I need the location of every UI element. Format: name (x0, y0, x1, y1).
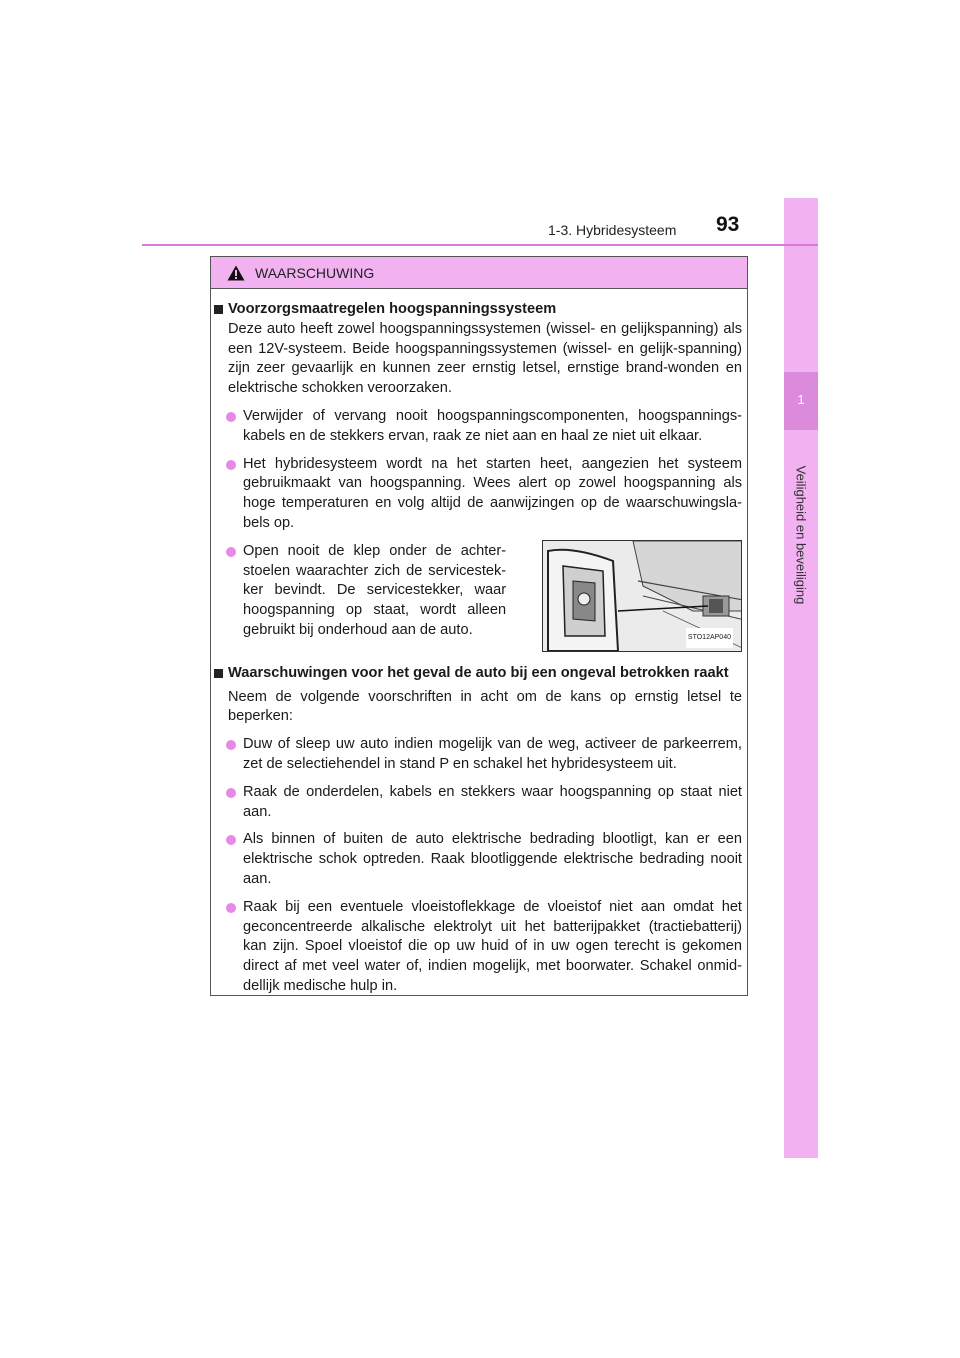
bullet-icon (226, 788, 236, 798)
section-title: 1-3. Hybridesysteem (548, 222, 677, 238)
list-item (214, 898, 742, 997)
chapter-side-tab (784, 198, 818, 1158)
bullet-with-illustration (214, 542, 742, 652)
list-item (214, 735, 742, 775)
section-heading-high-voltage: Voorzorgsmaatregelen hoogspanningssysteem (214, 300, 742, 320)
list-item (214, 830, 742, 889)
chapter-number: 1 (797, 392, 805, 407)
warning-header (211, 257, 747, 289)
list-item-text: Als binnen of buiten de auto elektrische bedrading blootligt, kan er een elektrische schok optreden. Raak blootliggende elektrische bedrading nooit aan. (243, 831, 742, 887)
bullet-icon (226, 460, 236, 470)
page-number: 93 (716, 213, 740, 236)
warning-triangle-icon (227, 265, 245, 281)
chapter-title: Veiligheid en beveiliging (793, 465, 809, 605)
list-item-text: Het hybridesysteem wordt na het starten heet, aangezien het systeem gebruikmaakt van hoogspanning. Wees alert op zowel hoogspanning als hoge temperaturen en volg altijd de aanwijzingen op de waarschuwingsla-bels op. (243, 455, 742, 531)
image-code: STO12AP040 (686, 628, 733, 648)
list-item-text: Open nooit de klep onder de achter-stoelen waarachter zich de servicestek-ker bevindt. De servicestekker, waar hoogspanning op staat, wordt alleen gebruikt bij onderhoud aan de auto. (243, 542, 507, 638)
bullet-icon (226, 835, 236, 845)
list-item (214, 783, 742, 823)
warning-title: WAARSCHUWING (255, 264, 375, 281)
section-heading-accident: Waarschuwingen voor het geval de auto bij een ongeval betrokken raakt (214, 664, 742, 684)
section-intro: Neem de volgende voorschriften in acht om de kans op ernstig letsel te beperken: (228, 688, 742, 725)
list-item-text: Duw of sleep uw auto indien mogelijk van de weg, activeer de parkeerrem, zet de selectiehendel in stand P en schakel het hybridesysteem uit. (243, 736, 742, 772)
service-plug-illustration (542, 540, 742, 652)
list-item (214, 407, 742, 447)
bullet-icon (226, 740, 236, 750)
header-divider (142, 244, 818, 246)
list-item-text: Raak bij een eventuele vloeistoflekkage de vloeistof niet aan omdat het geconcentreerde alkalische elektrolyt uit het batterijpakket (tractiebatterij) kan zijn. Spoel vloeistof die op uw huid of in uw ogen terecht is gekomen direct af met veel water of, indien mogelijk, met boorwater. Schakel onmid-dellijk medische hulp in. (243, 898, 742, 994)
bullet-icon (226, 903, 236, 913)
bullet-icon (226, 412, 236, 422)
section-intro: Deze auto heeft zowel hoogspanningssystemen (wissel- en gelijkspanning) als een 12V-systeem. Beide hoogspanningssystemen (wissel- en gelijk-spanning) zijn zeer gevaarlijk en kunnen zeer ernstig letsel, ernstige brand-wonden en elektrische schokken veroorzaken. (228, 320, 742, 397)
warning-content (214, 300, 742, 997)
list-item-text: Raak de onderdelen, kabels en stekkers waar hoogspanning op staat niet aan. (243, 783, 742, 820)
list-item-text: Verwijder of vervang nooit hoogspanningscomponenten, hoogspannings-kabels en de stekkers ervan, raak ze niet aan en haal ze niet uit elkaar. (243, 407, 742, 444)
bullet-icon (226, 547, 236, 557)
list-item (214, 542, 506, 652)
list-item (214, 455, 742, 534)
